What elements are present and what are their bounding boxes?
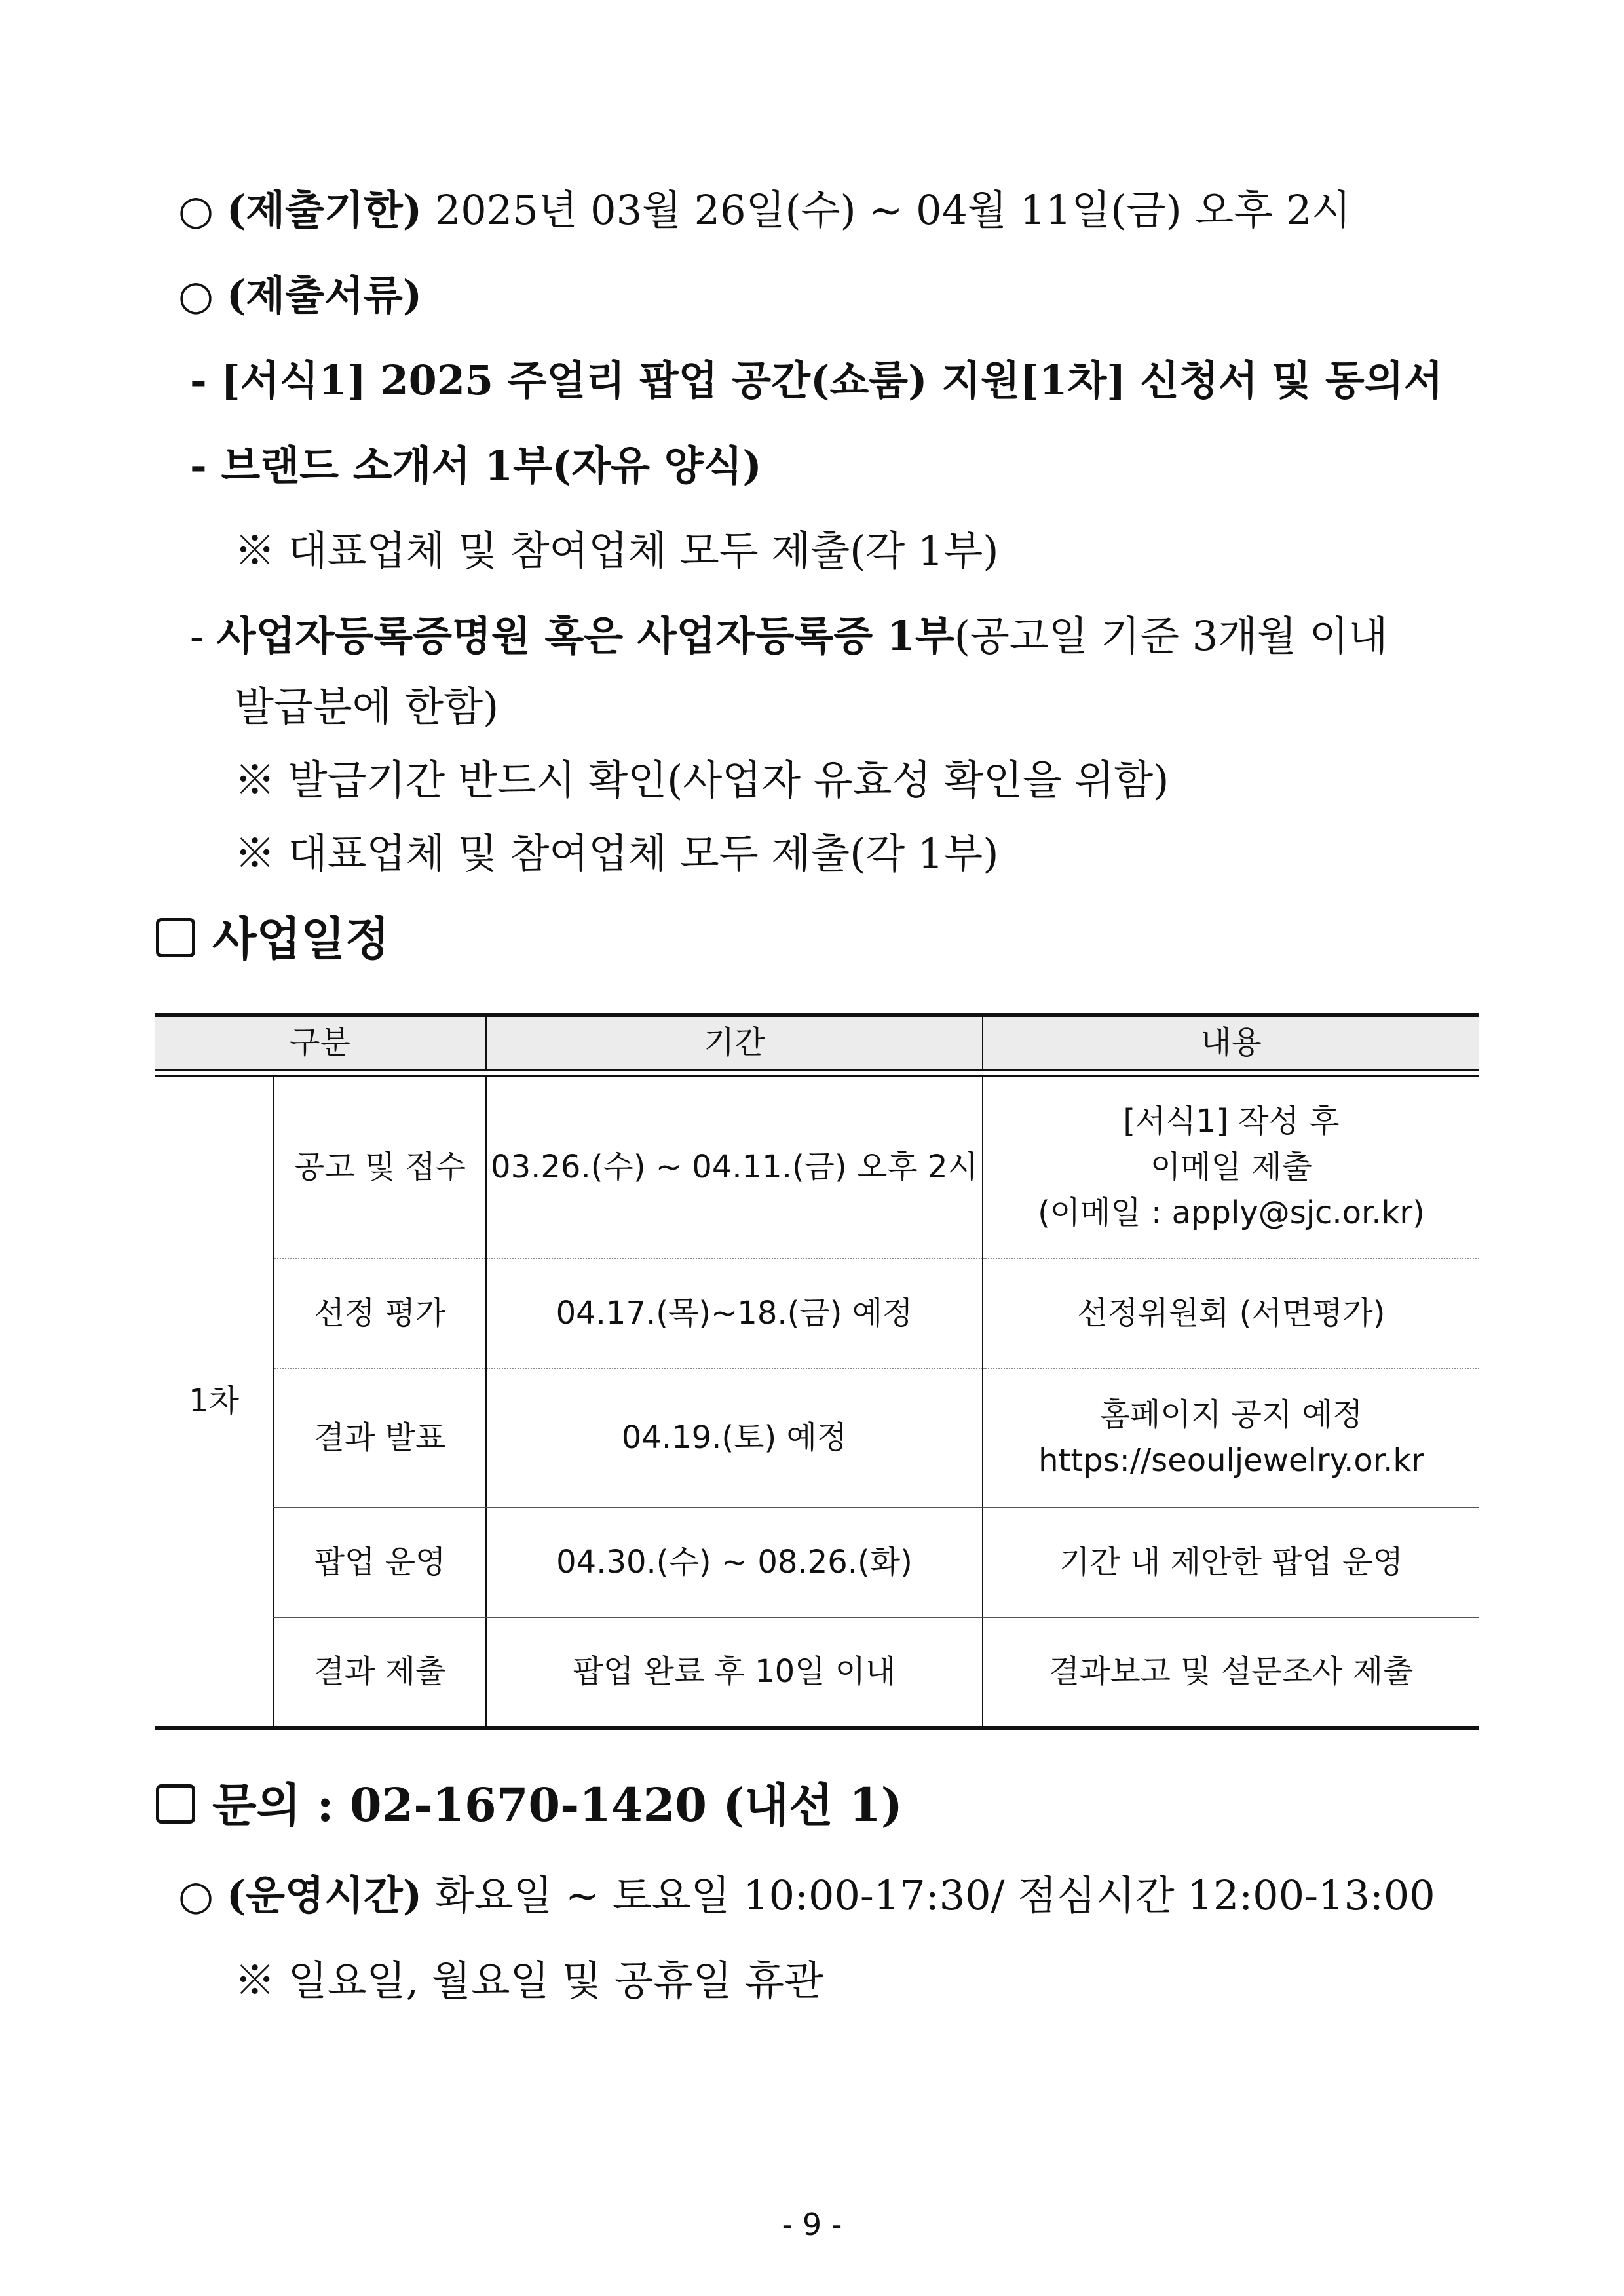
doc3-continuation bbox=[235, 683, 499, 731]
table-row bbox=[155, 1618, 1479, 1728]
content-cell: 기간 내 제안한 팝업 운영 bbox=[983, 1508, 1479, 1618]
content-line: 홈페이지 공지 예정 bbox=[1099, 1396, 1363, 1433]
stage-cell: 선정 평가 bbox=[274, 1259, 486, 1369]
deadline-line bbox=[178, 186, 1351, 234]
content-line: 이메일 제출 bbox=[1150, 1148, 1313, 1185]
doc3-line bbox=[190, 612, 1388, 660]
doc3-cont-text: 발급분에 한함) bbox=[235, 683, 499, 731]
schedule-table bbox=[155, 1013, 1479, 1730]
doc2-note-text: ※ 대표업체 및 참여업체 모두 제출(각 1부) bbox=[235, 527, 999, 575]
dash-bullet: - bbox=[190, 442, 207, 489]
docs-label: (제출서류) bbox=[226, 271, 423, 319]
doc3-rest-text: (공고일 기준 3개월 이내 bbox=[954, 612, 1388, 660]
page-number: - 9 - bbox=[782, 2207, 842, 2242]
hours-line bbox=[178, 1871, 1435, 1919]
circle-bullet-icon: ○ bbox=[178, 1871, 214, 1919]
doc2-line bbox=[190, 442, 762, 489]
contact-heading bbox=[156, 1778, 903, 1832]
period-cell: 03.26.(수) ~ 04.11.(금) 오후 2시 bbox=[486, 1077, 983, 1259]
period-cell: 04.30.(수) ~ 08.26.(화) bbox=[486, 1508, 983, 1618]
content-line: [서식1] 작성 후 bbox=[1123, 1103, 1340, 1140]
table-row bbox=[155, 1259, 1479, 1369]
table-row bbox=[155, 1077, 1479, 1259]
header-category: 구분 bbox=[155, 1015, 486, 1071]
doc3-note2-text: ※ 대표업체 및 참여업체 모두 제출(각 1부) bbox=[235, 830, 999, 877]
docs-line bbox=[178, 271, 423, 319]
doc3-bold-text: 사업자등록증명원 혹은 사업자등록증 1부 bbox=[216, 612, 954, 660]
circle-bullet-icon: ○ bbox=[178, 271, 214, 319]
doc2-text: 브랜드 소개서 1부(자유 양식) bbox=[221, 442, 762, 489]
closed-note-text: ※ 일요일, 월요일 및 공휴일 휴관 bbox=[235, 1957, 823, 2004]
closed-note bbox=[235, 1957, 823, 2004]
stage-cell: 공고 및 접수 bbox=[274, 1077, 486, 1259]
content-cell bbox=[983, 1369, 1479, 1508]
checkbox-square-icon bbox=[156, 1784, 195, 1824]
schedule-heading-text: 사업일정 bbox=[212, 911, 390, 966]
doc1-text: [서식1] 2025 주얼리 팝업 공간(쇼룸) 지원[1차] 신청서 및 동의서 bbox=[221, 356, 1443, 404]
table-row bbox=[155, 1369, 1479, 1508]
content-cell: 선정위원회 (서면평가) bbox=[983, 1259, 1479, 1369]
content-cell: 결과보고 및 설문조사 제출 bbox=[983, 1618, 1479, 1728]
content-line: (이메일 : apply@sjc.or.kr) bbox=[1038, 1194, 1425, 1231]
deadline-label: (제출기한) bbox=[226, 186, 423, 234]
period-cell: 04.17.(목)~18.(금) 예정 bbox=[486, 1259, 983, 1369]
header-period: 기간 bbox=[486, 1015, 983, 1071]
period-cell: 04.19.(토) 예정 bbox=[486, 1369, 983, 1508]
doc1-line bbox=[190, 356, 1443, 404]
dash-bullet: - bbox=[190, 356, 207, 404]
hours-label: (운영시간) bbox=[226, 1871, 423, 1919]
schedule-heading bbox=[156, 911, 390, 966]
circle-bullet-icon: ○ bbox=[178, 186, 214, 234]
doc3-note1-text: ※ 발급기간 반드시 확인(사업자 유효성 확인을 위함) bbox=[235, 756, 1169, 804]
doc2-note bbox=[235, 527, 999, 575]
stage-cell: 결과 제출 bbox=[274, 1618, 486, 1728]
header-content: 내용 bbox=[983, 1015, 1479, 1071]
content-line: https://seouljewelry.or.kr bbox=[1038, 1442, 1424, 1479]
doc3-note2 bbox=[235, 830, 999, 877]
deadline-text: 2025년 03월 26일(수) ~ 04월 11일(금) 오후 2시 bbox=[434, 186, 1351, 234]
stage-cell: 팝업 운영 bbox=[274, 1508, 486, 1618]
period-cell: 팝업 완료 후 10일 이내 bbox=[486, 1618, 983, 1728]
contact-heading-text: 문의 : 02-1670-1420 (내선 1) bbox=[212, 1778, 903, 1832]
dash-bullet: - bbox=[190, 612, 204, 660]
checkbox-square-icon bbox=[156, 918, 195, 957]
round-cell: 1차 bbox=[155, 1077, 274, 1728]
hours-text: 화요일 ~ 토요일 10:00-17:30/ 점심시간 12:00-13:00 bbox=[434, 1871, 1435, 1919]
table-header-row bbox=[155, 1015, 1479, 1071]
stage-cell: 결과 발표 bbox=[274, 1369, 486, 1508]
table-row bbox=[155, 1508, 1479, 1618]
content-cell bbox=[983, 1077, 1479, 1259]
doc3-note1 bbox=[235, 756, 1169, 804]
